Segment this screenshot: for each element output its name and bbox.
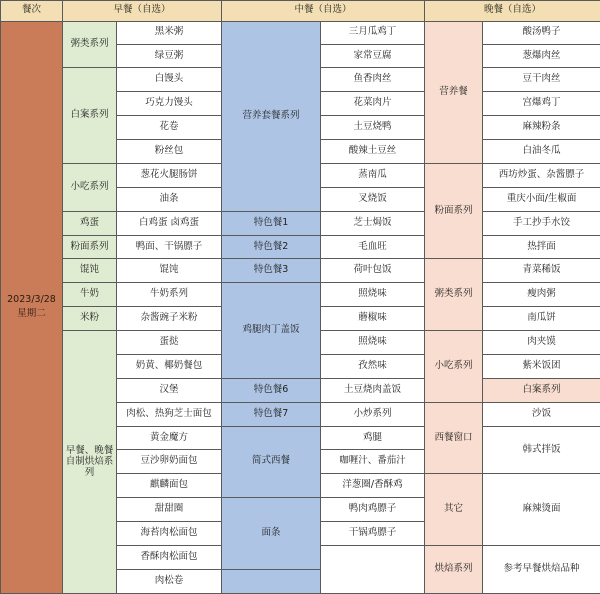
lunch-item: 干锅鸡膘子 <box>321 522 425 546</box>
dinner-category: 小吃系列 <box>425 331 483 403</box>
lunch-category-empty <box>222 569 321 593</box>
dinner-item: 沙饭 <box>483 402 600 426</box>
breakfast-item: 麒麟面包 <box>117 474 222 498</box>
lunch-item: 蒸南瓜 <box>321 163 425 187</box>
lunch-item: 洋葱圈/香酥鸡 <box>321 474 425 498</box>
lunch-item: 花菜肉片 <box>321 92 425 116</box>
dinner-item: 豆干肉丝 <box>483 68 600 92</box>
dinner-item: 热拌面 <box>483 235 600 259</box>
dinner-item: 西坊炒蛋、杂酱膘子 <box>483 163 600 187</box>
breakfast-item: 肉松、热狗芝士面包 <box>117 402 222 426</box>
table-row <box>1 283 600 307</box>
header-dinner: 晚餐（自选） <box>425 1 600 22</box>
breakfast-category: 鸡蛋 <box>63 211 117 235</box>
dinner-item: 麻辣粉条 <box>483 116 600 140</box>
breakfast-item: 海苔肉松面包 <box>117 522 222 546</box>
breakfast-item: 奶黄、椰奶餐包 <box>117 354 222 378</box>
dinner-item: 紫米饭团 <box>483 354 600 378</box>
dinner-category: 其它 <box>425 474 483 546</box>
breakfast-item: 杂酱豌子米粉 <box>117 307 222 331</box>
dinner-category: 营养餐 <box>425 21 483 163</box>
breakfast-item: 花卷 <box>117 116 222 140</box>
lunch-item: 三月瓜鸡丁 <box>321 21 425 44</box>
dinner-item: 青菜稀饭 <box>483 259 600 283</box>
breakfast-item: 甜甜圈 <box>117 498 222 522</box>
dinner-item: 手工抄手水饺 <box>483 211 600 235</box>
breakfast-category: 白案系列 <box>63 68 117 164</box>
dinner-item: 重庆小面/生椒面 <box>483 187 600 211</box>
table-row <box>1 21 600 44</box>
lunch-category: 特色餐7 <box>222 402 321 426</box>
dinner-item: 南瓜饼 <box>483 307 600 331</box>
lunch-item: 芝士焗饭 <box>321 211 425 235</box>
breakfast-item: 巧克力馒头 <box>117 92 222 116</box>
table-row <box>1 259 600 283</box>
lunch-item: 酸辣土豆丝 <box>321 140 425 164</box>
breakfast-item: 豆沙卵奶面包 <box>117 450 222 474</box>
breakfast-item: 绿豆粥 <box>117 44 222 68</box>
table-row <box>1 211 600 235</box>
breakfast-item: 油条 <box>117 187 222 211</box>
lunch-item: 叉烧饭 <box>321 187 425 211</box>
lunch-category: 特色餐6 <box>222 378 321 402</box>
breakfast-item: 黄金魔方 <box>117 426 222 450</box>
lunch-category: 特色餐3 <box>222 259 321 283</box>
dinner-item: 酸汤鸭子 <box>483 21 600 44</box>
lunch-item: 家常豆腐 <box>321 44 425 68</box>
breakfast-item: 鸭面、干锅膘子 <box>117 235 222 259</box>
weekday-text: 星期二 <box>17 308 46 320</box>
breakfast-category: 早餐、晚餐自制烘焙系列 <box>63 331 117 594</box>
breakfast-item: 蛋挞 <box>117 331 222 355</box>
dinner-item: 瘦肉粥 <box>483 283 600 307</box>
lunch-category: 简式西餐 <box>222 426 321 498</box>
dinner-item: 肉夹馍 <box>483 331 600 355</box>
lunch-item: 土豆烧鸭 <box>321 116 425 140</box>
dinner-category: 西餐窗口 <box>425 402 483 474</box>
date-cell <box>1 21 63 593</box>
breakfast-category: 粉面系列 <box>63 235 117 259</box>
breakfast-category: 馄饨 <box>63 259 117 283</box>
lunch-item: 鸡腿 <box>321 426 425 450</box>
lunch-item: 孜然味 <box>321 354 425 378</box>
lunch-item: 小炒系列 <box>321 402 425 426</box>
lunch-item: 咖喱汁、番茄汁 <box>321 450 425 474</box>
breakfast-item: 葱花火腿肠饼 <box>117 163 222 187</box>
dinner-item: 麻辣烫面 <box>483 474 600 546</box>
date-text: 2023/3/28 <box>7 294 56 306</box>
table-row <box>1 235 600 259</box>
lunch-category: 营养套餐系列 <box>222 21 321 211</box>
dinner-item: 宫爆鸡丁 <box>483 92 600 116</box>
lunch-item: 照烧味 <box>321 331 425 355</box>
dinner-category: 烘焙系列 <box>425 545 483 593</box>
lunch-item: 鸭肉鸡膘子 <box>321 498 425 522</box>
breakfast-item: 白鸡蛋 卤鸡蛋 <box>117 211 222 235</box>
lunch-category: 鸡腿肉丁盖饭 <box>222 283 321 379</box>
lunch-item: 土豆烧肉盖饭 <box>321 378 425 402</box>
dinner-category: 白案系列 <box>483 378 600 402</box>
lunch-category: 特色餐2 <box>222 235 321 259</box>
dinner-item: 白油冬瓜 <box>483 140 600 164</box>
breakfast-item: 黑米粥 <box>117 21 222 44</box>
dinner-item: 韩式拌饭 <box>483 426 600 474</box>
breakfast-category: 小吃系列 <box>63 163 117 211</box>
breakfast-item: 白馒头 <box>117 68 222 92</box>
lunch-item: 鱼香肉丝 <box>321 68 425 92</box>
dinner-item: 葱爆肉丝 <box>483 44 600 68</box>
header-lunch: 中餐（自选） <box>222 1 425 22</box>
lunch-item: 蘑椒味 <box>321 307 425 331</box>
lunch-item: 照烧味 <box>321 283 425 307</box>
breakfast-item: 汉堡 <box>117 378 222 402</box>
lunch-category: 特色餐1 <box>222 211 321 235</box>
lunch-category: 面条 <box>222 498 321 570</box>
header-meal: 餐次 <box>1 1 63 22</box>
breakfast-item: 粉丝包 <box>117 140 222 164</box>
breakfast-category: 粥类系列 <box>63 21 117 68</box>
dinner-category: 粉面系列 <box>425 163 483 259</box>
lunch-item: 毛血旺 <box>321 235 425 259</box>
dinner-category: 粥类系列 <box>425 259 483 331</box>
breakfast-item: 香酥肉松面包 <box>117 545 222 569</box>
breakfast-item: 馄饨 <box>117 259 222 283</box>
breakfast-category: 牛奶 <box>63 283 117 307</box>
dinner-item: 参考早餐烘焙品种 <box>483 545 600 593</box>
breakfast-item: 肉松卷 <box>117 569 222 593</box>
lunch-item-empty <box>321 545 425 593</box>
header-breakfast: 早餐（自选） <box>63 1 222 22</box>
breakfast-item: 牛奶系列 <box>117 283 222 307</box>
breakfast-category: 米粉 <box>63 307 117 331</box>
header-row <box>1 1 600 22</box>
lunch-item: 荷叶包饭 <box>321 259 425 283</box>
